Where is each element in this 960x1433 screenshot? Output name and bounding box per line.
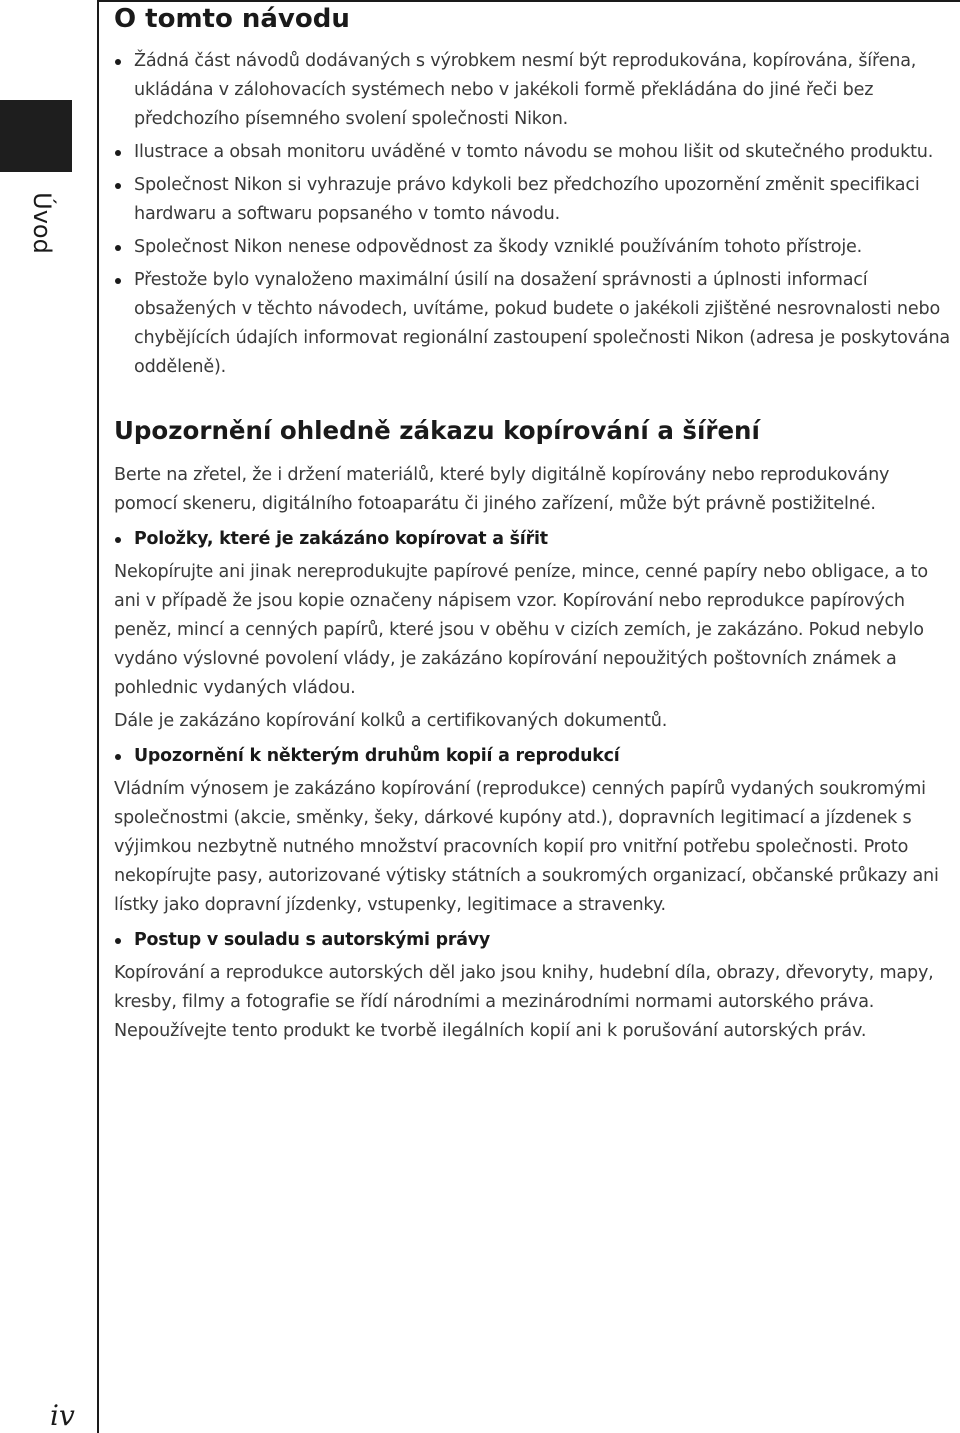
copy-notice-title: Upozornění ohledně zákazu kopírování a šíření (114, 416, 760, 445)
about-bullet-list (114, 47, 956, 382)
margin-rule (97, 0, 99, 1433)
chapter-tab-label (24, 188, 60, 258)
page-number: iv (50, 1399, 75, 1432)
list-item: Žádná část návodů dodávaných s výrobkem nesmí být reprodukována, kopírována, šířena, ukládána v zálohovacích systémech nebo v jakékoli formě překládána do jiné řeči bez předchozího písemného svolení společnosti Nikon. (114, 47, 956, 134)
section-paragraph: Vládním výnosem je zakázáno kopírování (reprodukce) cenných papírů vydaných soukromými společnostmi (akcie, směnky, šeky, dárkové kupóny atd.), dopravních legitimací a jízdenek s výjimkou nezbytně nutného množství pracovních kopií pro vnitřní potřebu společnosti. Proto nekopírujte pasy, autorizované výtisky státních a soukromých organizací, občanské průkazy ani lístky jako dopravní jízdenky, vstupenky, legitimace a stravenky. (114, 779, 939, 915)
chapter-tab-marker (0, 100, 72, 172)
section-paragraph: Nekopírujte ani jinak nereprodukujte papírové peníze, mince, cenné papíry nebo obligace, a to ani v případě že jsou kopie označeny nápisem vzor. Kopírování nebo reprodukce papírových peněz, mincí a cenných papírů, které jsou v oběhu v cizích zemích, je zakázáno. Pokud nebylo vydáno výslovné povolení vlády, je zakázáno kopírování nepoužitých poštovních známek a pohlednic vydaných vládou. (114, 562, 928, 698)
chapter-label-text: Úvod (28, 192, 56, 254)
section-paragraph: Kopírování a reprodukce autorských děl jako jsou knihy, hudební díla, obrazy, dřevoryty, mapy, kresby, filmy a fotografie se řídí národními a mezinárodními normami autorského práva. Nepoužívejte tento produkt ke tvorbě ilegálních kopií ani k porušování autorských práv. (114, 963, 934, 1041)
copy-notice-intro: Berte na zřetel, že i držení materiálů, které byly digitálně kopírovány nebo reprodukovány pomocí skeneru, digitálního fotoaparátu či jiného zařízení, může být právně postižitelné. (114, 465, 890, 514)
section-paragraph: Dále je zakázáno kopírování kolků a certifikovaných dokumentů. (114, 711, 668, 731)
list-item: Ilustrace a obsah monitoru uváděné v tomto návodu se mohou lišit od skutečného produktu. (114, 138, 956, 167)
page-content (114, 0, 956, 1046)
list-item: Přestože bylo vynaloženo maximální úsilí na dosažení správnosti a úplnosti informací obsažených v těchto návodech, uvítáme, pokud budete o jakékoli zjištěné nesrovnalosti nebo chybějících údajích informovat regionální zastoupení společnosti Nikon (adresa je poskytována odděleně). (114, 266, 956, 382)
list-item: Společnost Nikon si vyhrazuje právo kdykoli bez předchozího upozornění změnit specifikaci hardwaru a softwaru popsaného v tomto návodu. (114, 171, 956, 229)
about-title: O tomto návodu (114, 4, 350, 34)
list-item: Společnost Nikon nenese odpovědnost za škody vzniklé používáním tohoto přístroje. (114, 233, 956, 262)
section-heading-copy-warnings: Upozornění k některým druhům kopií a reprodukcí (114, 742, 956, 771)
section-heading-prohibited-items: Položky, které je zakázáno kopírovat a šířit (114, 525, 956, 554)
section-heading-copyright: Postup v souladu s autorskými právy (114, 926, 956, 955)
